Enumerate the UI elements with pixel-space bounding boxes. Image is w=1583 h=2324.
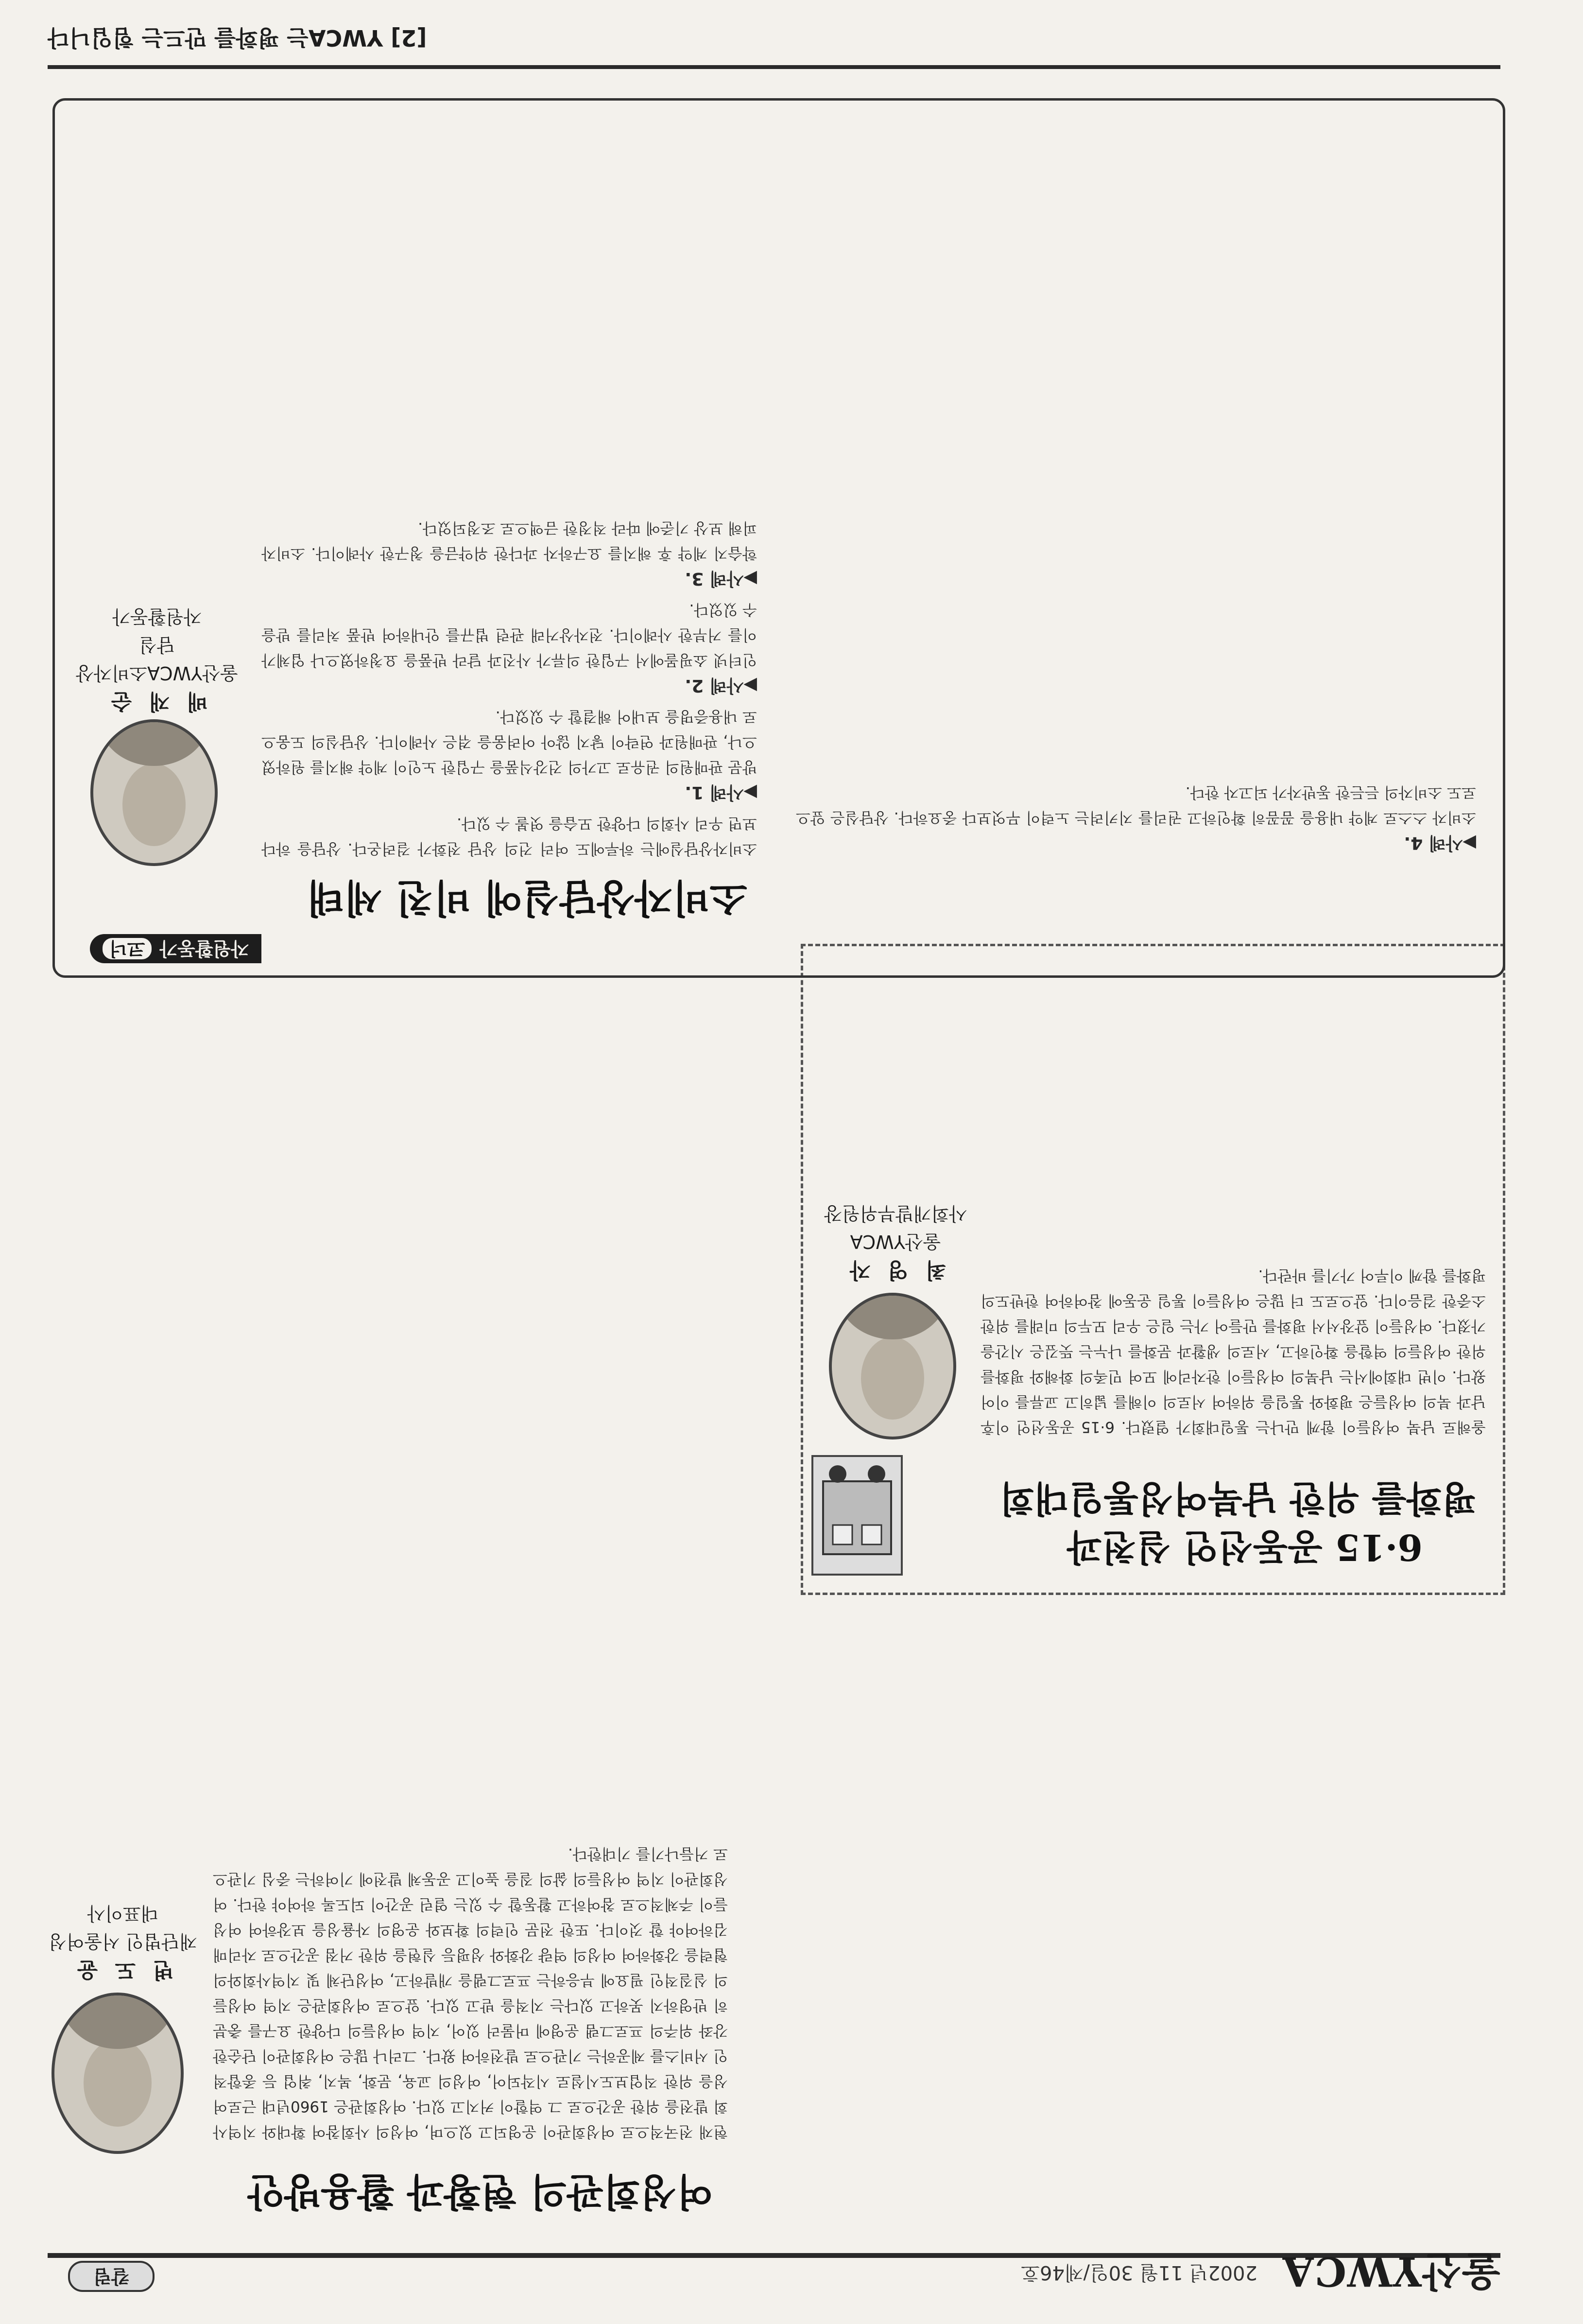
consumer-author-role: 자원활동가 — [112, 606, 202, 627]
train-cartoon-icon — [811, 1455, 903, 1576]
peace-column — [796, 934, 1505, 1595]
consumer-author-photo — [90, 719, 218, 866]
consumer-left-text — [261, 122, 757, 861]
consumer-author-name: 배 재 순 — [106, 689, 208, 714]
case2-label: ▶사례 2. — [685, 676, 757, 695]
consumer-byline — [67, 603, 247, 715]
portrait-icon — [54, 1995, 181, 2151]
case1-text: 방문 판매원의 권유로 고가의 건강식품을 구입한 노인이 계약 해지를 원하였으나, 판매원과 연락이 닿지 않아 어려움을 겪은 사례이다. 상담실의 도움으로 내용증명을 보내어 해결할 수 있었다. — [261, 708, 757, 776]
author-title-role: 대표이사 — [87, 1903, 159, 1924]
peace-author-photo — [829, 1293, 956, 1439]
peace-author-name: 최 영 자 — [844, 1258, 946, 1283]
author-title-org: 재단법인 서울여성 — [49, 1931, 197, 1952]
section-label: 자원활동가 — [159, 938, 249, 959]
masthead: 울산YWCA — [1282, 2248, 1500, 2294]
article-title: 여성회관의 현황과 활용방안 — [247, 2169, 713, 2214]
issue-line: 2002년 11월 30일/제46호 — [1021, 2261, 1257, 2284]
case3-text: 학습지 계약 후 해지를 요구하자 과다한 위약금을 청구한 사례이다. 소비자 피해 보상 기준에 따라 적정한 금액으로 조정되었다. — [261, 519, 757, 562]
column-tag: 칼럼 — [68, 2261, 155, 2292]
consumer-title: 소비자상담실에 비친 세태 — [307, 875, 747, 921]
case4-label: ▶사례 4. — [1404, 833, 1476, 853]
case3-label: ▶사례 3. — [685, 569, 757, 589]
peace-author-role: 사회개발부위원장 — [824, 1203, 967, 1224]
peace-title-line2: 평화를 위한 남북여성통일대회 — [999, 1477, 1476, 1519]
consumer-section-tag — [90, 934, 261, 963]
case2-text: 인터넷 쇼핑몰에서 구입한 의류가 사진과 달라 반품을 요청하였으나 업체가 이를 거부한 사례이다. 전자상거래 관련 법규를 안내하여 반품 처리를 받을 수 있었다. — [261, 601, 757, 669]
peace-body: 올해로 남북 여성들이 함께 만나는 통일대회가 열렸다. 6·15 공동선언 이후 남과 북의 여성들은 평화와 통일을 위하여 서로의 이해를 넓히고 교류를 이어왔다. 이번 대회에서는 남북의 여성들이 한자리에 모여 민족의 화해와 평화를 위한 여성들의 역할을 확인하고, 서로의 생활과 문화를 나누는 뜻깊은 시간을 가졌다. 여성들이 앞장서서 평화를 만들어 가는 일은 우리 모두의 미래를 위한 소중한 걸음이다. 앞으로도 더 많은 여성들이 통일 운동에 참여하여 한반도의 평화를 함께 이루어 가기를 바란다. — [981, 1266, 1486, 1436]
consumer-author-org: 울산YWCA소비자상담실 — [76, 634, 238, 684]
section-badge: 코너 — [103, 938, 152, 959]
footer-slogan: [2] YWCA는 평화를 만드는 힘입니다 — [48, 25, 427, 51]
peace-author-org: 울산YWCA — [850, 1231, 941, 1252]
article-byline — [48, 1899, 198, 1984]
page-header — [48, 2248, 1500, 2311]
article-body: 현재 전국적으로 여성회관이 운영되고 있으며, 여성의 사회참여 확대와 지역사회 발전을 위한 공간으로 그 역할이 커지고 있다. 여성회관은 1960년대 근로여성을 위한 직업보도시설로 시작되어, 여성의 교육, 문화, 복지, 취업 등 종합적인 서비스를 제공하는 기관으로 발전하여 왔다. 그러나 많은 여성회관이 단순한 강좌 위주의 프로그램 운영에 머물러 있어, 지역 여성들의 다양한 요구를 충분히 반영하지 못하고 있다는 지적을 받고 있다. 앞으로 여성회관은 지역 여성들의 실질적인 필요에 부응하는 프로그램을 개발하고, 여성단체 및 지역사회와의 협력을 강화하여 여성의 역량 강화와 성평등 실현을 위한 거점 공간으로 자리매김하여야 할 것이다. 또한 전문 인력의 확보와 운영의 자율성을 보장하여 여성들이 주체적으로 참여하고 활동할 수 있는 열린 공간이 되도록 하여야 한다. 여성회관이 지역 여성들의 삶의 질을 높이고 공동체 발전에 기여하는 중심 기관으로 거듭나기를 기대한다. — [213, 1845, 728, 2140]
case4-text: 소비자 스스로 계약 내용을 꼼꼼히 확인하고 권리를 지키려는 노력이 무엇보다 중요하다. 상담실은 앞으로도 소비자의 든든한 동반자가 되고자 한다. — [796, 783, 1476, 826]
consumer-column — [48, 93, 1505, 978]
page-footer — [48, 18, 1500, 69]
author-photo — [52, 1993, 184, 2154]
author-name: 변 도 윤 — [72, 1958, 174, 1982]
peace-title-line1: 6·15 공동선언 실천과 — [1067, 1526, 1423, 1568]
peace-byline — [815, 1199, 976, 1284]
consumer-right-text — [796, 122, 1476, 861]
case1-label: ▶사례 1. — [685, 782, 757, 802]
article-column — [48, 1041, 747, 2237]
consumer-intro: 소비자상담실에는 하루에도 여러 건의 상담 전화가 걸려온다. 상담을 하다 보면 우리 사회의 다양한 모습을 엿볼 수 있다. — [261, 815, 757, 857]
